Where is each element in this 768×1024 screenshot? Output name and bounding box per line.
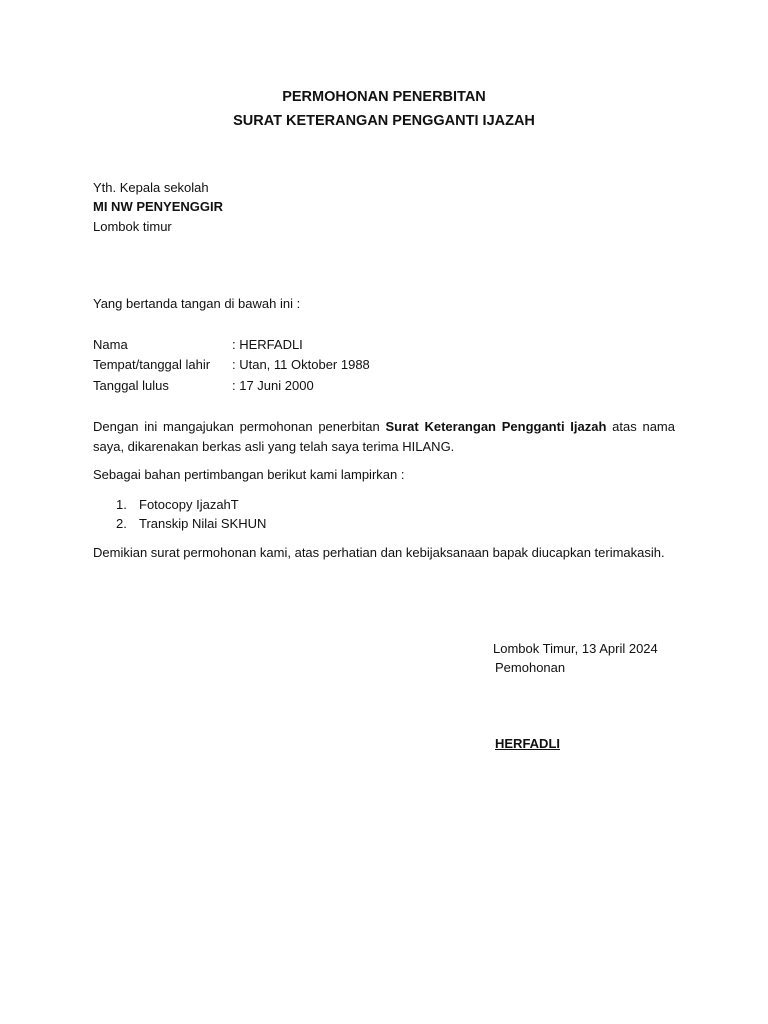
attachment-item xyxy=(116,495,239,514)
identity-row-birth xyxy=(93,356,370,374)
request-text-after: atas nama saya, dikarenakan berkas asli yang telah saya terima HILANG. xyxy=(93,419,675,454)
identity-label: Tanggal lulus xyxy=(93,378,169,393)
identity-label: Nama xyxy=(93,337,128,352)
attachment-intro: Sebagai bahan pertimbangan berikut kami lampirkan : xyxy=(93,467,405,482)
recipient-school: MI NW PENYENGGIR xyxy=(93,199,224,214)
identity-value: : HERFADLI xyxy=(232,337,303,352)
recipient-city: Lombok timur xyxy=(93,219,172,234)
recipient-salutation: Yth. Kepala sekolah xyxy=(93,180,209,195)
intro-text: Yang bertanda tangan di bawah ini : xyxy=(93,296,301,311)
request-paragraph xyxy=(93,417,675,457)
letter-title-line2: SURAT KETERANGAN PENGGANTI IJAZAH xyxy=(233,113,535,129)
attachment-item xyxy=(116,514,266,533)
request-text-before: Dengan ini mangajukan permohonan penerbitan xyxy=(93,419,386,434)
identity-row-name xyxy=(93,336,303,354)
identity-value: : 17 Juni 2000 xyxy=(232,378,314,393)
attachment-number: 2. xyxy=(116,516,127,531)
signature-role: Pemohonan xyxy=(495,660,566,675)
letter-title-line1: PERMOHONAN PENERBITAN xyxy=(282,89,486,105)
attachment-text: Fotocopy IjazahT xyxy=(139,497,239,512)
signature-place-date: Lombok Timur, 13 April 2024 xyxy=(493,641,658,656)
closing-paragraph: Demikian surat permohonan kami, atas perhatian dan kebijaksanaan bapak diucapkan terimakasih. xyxy=(93,545,665,560)
identity-label: Tempat/tanggal lahir xyxy=(93,357,211,372)
attachment-number: 1. xyxy=(116,497,127,512)
signature-name: HERFADLI xyxy=(495,736,560,751)
identity-value: : Utan, 11 Oktober 1988 xyxy=(232,357,370,372)
identity-row-graduation xyxy=(93,377,314,395)
attachment-text: Transkip Nilai SKHUN xyxy=(139,516,267,531)
request-text-bold: Surat Keterangan Pengganti Ijazah xyxy=(385,419,607,434)
